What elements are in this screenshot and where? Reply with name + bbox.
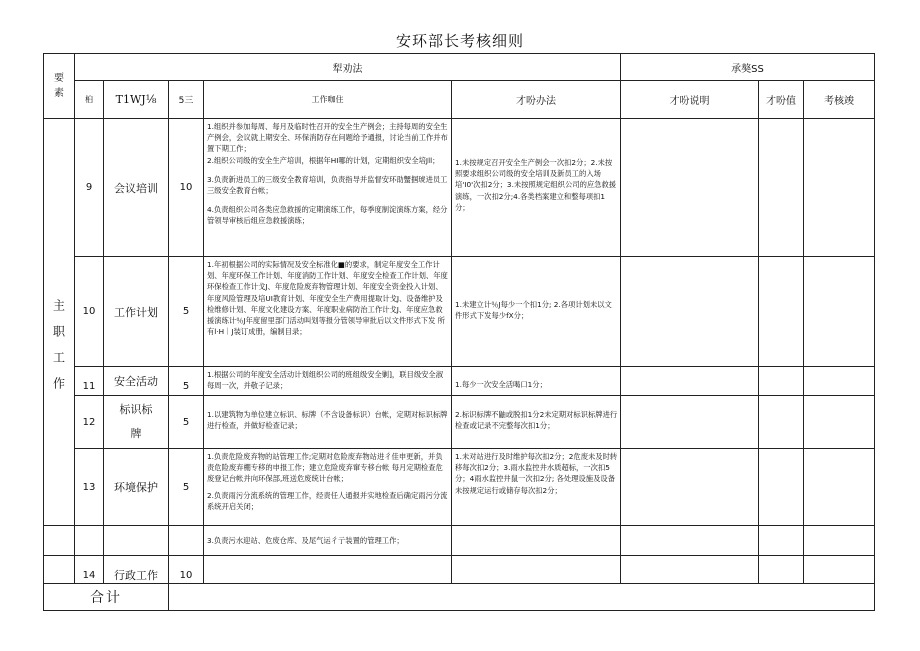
- row-9-work: [204, 119, 451, 256]
- row-13-no: 13: [82, 481, 96, 493]
- row-11-score: 5: [182, 380, 190, 392]
- row-11-no: 11: [82, 380, 96, 392]
- row-10-no: 10: [82, 306, 96, 317]
- row-13-score: 5: [182, 481, 190, 493]
- row-13-work-cont: [204, 526, 451, 555]
- row-9-method: 1.未按规定召开安全生产例会一次扣2分；2.未按照要求组织公司级的安全培训及新员工的入场培'I0'次扣2分；3.未按照规定组织公司的应急救援演练，一次扣2分;4.各类档案建立和整每项扣1分；: [455, 158, 617, 212]
- row-12-work: [204, 396, 451, 448]
- total-label: 合计: [90, 590, 122, 606]
- header-score: 5三: [178, 96, 194, 106]
- assessment-table: [43, 53, 875, 611]
- header-element-label: 要素: [54, 73, 64, 99]
- header-method: 才吩办法: [516, 96, 556, 107]
- row-14-score: 10: [179, 570, 193, 581]
- row-13-work-line: 1.负责危险废弃物的站管理工作;定期对危险废弃物站进彳佳申更新，并负责危险废弃棚专移的申报工作；建立危险废弃窜专移台帐 每月定期检查危废登记台帐并向环保部,班送危废统计台帐；: [207, 452, 443, 484]
- row-12-item-cell: [104, 396, 168, 448]
- row-10-work: [204, 257, 451, 366]
- row-9-work-line: 3.负责新进员工的三级安全教育培训，负责指导并监督安环劭蟹掴琥进员工三级安全教育台帐；: [207, 174, 448, 196]
- row-13-work-line: 2.负责雨污分流系统的管理工作，经责任人通报并实地检查后确定雨污分流系统开启关闭；: [207, 490, 448, 511]
- col-divider: [620, 53, 621, 583]
- row-12-no: 12: [82, 416, 96, 428]
- row-10-score: 5: [182, 306, 190, 317]
- section-label: 主职工作: [51, 299, 66, 403]
- row-11-item: 安全活动: [114, 375, 158, 388]
- col-divider: [758, 80, 759, 583]
- row-9-no: 9: [85, 182, 93, 193]
- row-9-work-line: 2.组织公司级的安全生产培训，根据年HI哪的计划，定期组织安全培Jll；: [207, 155, 440, 165]
- row-13-method: 1.未对站进行及时维护每次扣2分；2危废未及时转移每次扣2分；3.雨水监控井水质超标，一次扣5分；4雨水监控井鼠一次扣2分; 各处理设施及设备未按规定运行或储存每次扣2分；: [455, 452, 618, 495]
- header-no: 桕: [85, 95, 93, 104]
- row-14-no: 14: [82, 570, 96, 581]
- row-11-work: [204, 367, 451, 395]
- row-9-work-line: 1.组织并参加每周、每月及临时性召开的安全生产例会；主持每周的安全生产例会，会议就上期安全、环保消防存在问题给予通报，讨论当前工作并布置下期工作；: [207, 122, 448, 154]
- row-14-item: 行政工作: [114, 568, 158, 582]
- header-desc: 才吩说明: [669, 96, 710, 107]
- row-11-method: 1.每少一次安全活喝口1分；: [455, 380, 547, 389]
- header-value: 才吩值: [766, 96, 796, 107]
- row-9-score: 10: [179, 182, 193, 193]
- col-divider: [803, 80, 804, 583]
- page-title: 安环部长考核细则: [395, 32, 524, 50]
- header-element: [44, 54, 74, 118]
- row-12-method: 2.标识标牌不鼬或脱扣1分2未定期对标识标牌进行检查或记录不完整每次扣1分；: [455, 410, 618, 431]
- row-13-work-line: 3.负责污水迎站、危废仓库、及尾气运彳亍装置的管理工作；: [207, 536, 404, 545]
- header-group-method: 犁劝法: [332, 63, 363, 75]
- row-12-work-line: 1.以建筑物为单位建立标识、标牌（不含设备标识）台帐，定期对标识标牌进行检查，并做好检查记录；: [207, 410, 448, 431]
- header-kpi: 考核竣: [824, 96, 854, 107]
- row-10-method: 1.未建立计％J每少一个扣1分; 2.各项计划未以文件形式下发每少fX分；: [455, 300, 612, 321]
- section-label-cell: [44, 119, 74, 583]
- row-9-item: 会议培训: [114, 181, 158, 195]
- row-12-item: 标识标牌: [119, 403, 153, 440]
- table-border-right: [874, 53, 875, 611]
- row-10-work-line: 1.年初根据公司的实际情况及安全标准化■的要求，制定年度安全工作计划、年度环保工作计划、年度消防工作计划、年度安全检查工作计划、年度环保检查工作计戈J、年度危险废弃物管理计划、年度安全资金投入计划、年度风险管理及培UI教育计划、年度安全生产费用提取计戈J、设备维护及检维修计划、年度文化建设方案、年度职业病防治工作计戈J、年度应急救援演练计％J年度留里部门活动叫划等报分管领导审批后以文件形式下发 所有l·H｜J装订成册，编制目录；: [207, 260, 448, 337]
- row-12-score: 5: [182, 416, 190, 428]
- row-13-item: 环境保护: [114, 481, 158, 494]
- row-9-work-line: 4.负责组织公司各类应急救援的定期演练工作，每季度制淀演练方案，经分管领导审核后组应急救援演练；: [207, 205, 448, 226]
- header-group-assess: 承獒SS: [731, 63, 764, 75]
- row-13-work: [204, 449, 451, 525]
- row-11-work-line: 1.根据公司的年度安全活动计划组织公司的班组级安全剿]，联目级安全淑每周一次，并敬子记录；: [207, 370, 444, 391]
- row-10-item: 工作计划: [114, 305, 158, 319]
- header-item: T1WJ⅛: [115, 93, 157, 106]
- header-work: 工作咖住: [311, 95, 344, 104]
